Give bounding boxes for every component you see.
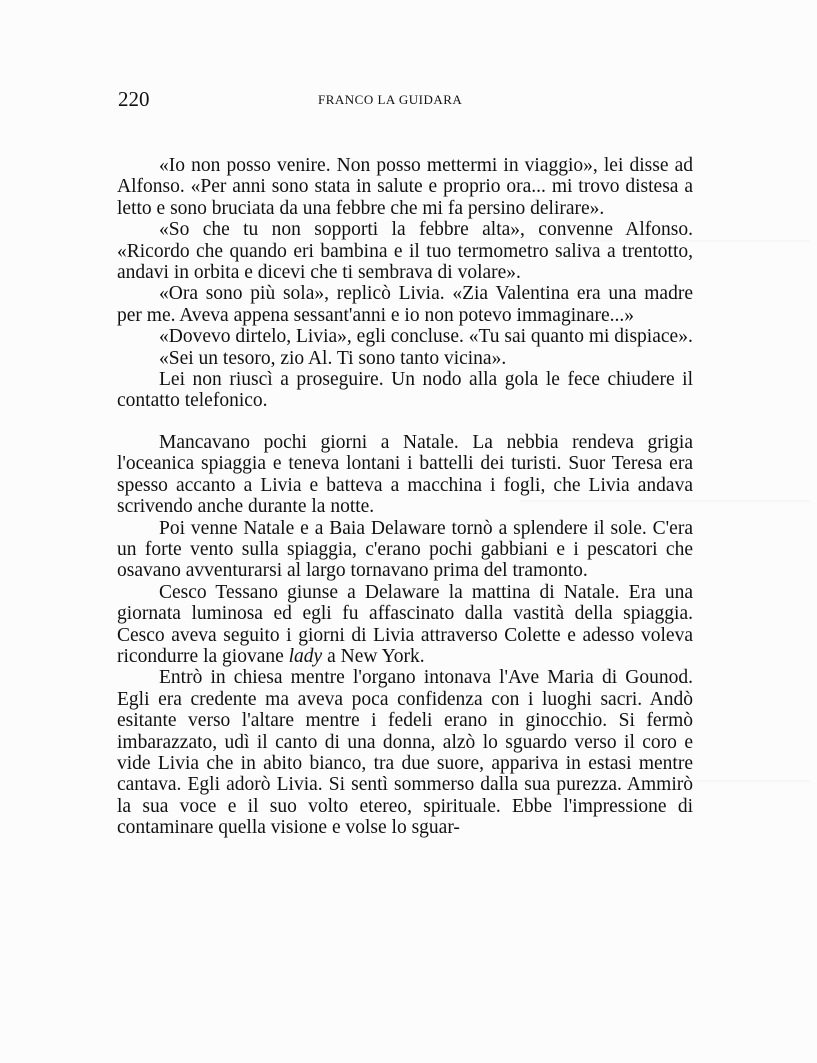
italic-word: lady: [288, 645, 323, 667]
paragraph: «Ora sono più sola», replicò Livia. «Zia Valentina era una madre per me. Aveva appena sessant'anni e io non potevo immaginare...»: [117, 283, 693, 326]
page-header: [118, 87, 693, 117]
paragraph-text: a New York.: [322, 645, 425, 667]
section-break: [117, 412, 693, 432]
paragraph: Lei non riuscì a proseguire. Un nodo alla gola le fece chiudere il contatto telefonico.: [117, 369, 693, 412]
paragraph: «So che tu non sopporti la febbre alta», convenne Alfonso. «Ricordo che quando eri bambina e il tuo termometro saliva a trentotto, andavi in orbita e dicevi che ti sembrava di volare».: [117, 219, 693, 284]
paragraph: Entrò in chiesa mentre l'organo intonava l'Ave Maria di Gounod. Egli era credente ma aveva poca confidenza con i luoghi sacri. Andò esitante verso l'altare mentre i fedeli erano in ginocchio. Si fermò imbarazzato, udì il canto di una donna, alzò lo sguardo verso il coro e vide Livia che in abito bianco, tra due suore, appariva in estasi mentre cantava. Egli adorò Livia. Si sentì sommerso dalla sua purezza. Ammirò la sua voce e il suo volto etereo, spirituale. Ebbe l'impressione di contaminare quella visione e volse lo sguar-: [117, 667, 693, 839]
body-text: [117, 155, 693, 839]
paragraph-cesco: [117, 582, 693, 668]
paragraph: Poi venne Natale e a Baia Delaware tornò a splendere il sole. C'era un forte vento sulla spiaggia, c'erano pochi gabbiani e i pescatori che osavano avventurarsi al largo tornavano prima del tramonto.: [117, 517, 693, 582]
paragraph: «Sei un tesoro, zio Al. Ti sono tanto vicina».: [159, 347, 507, 369]
page-number: 220: [118, 87, 150, 111]
paragraph: Mancavano pochi giorni a Natale. La nebbia rendeva grigia l'oceanica spiaggia e teneva lontani i battelli dei turisti. Suor Teresa era spesso accanto a Livia e batteva a macchina i fogli, che Livia andava scrivendo anche durante la notte.: [117, 431, 693, 518]
paragraph-text: Cesco Tessano giunse a Delaware la mattina di Natale. Era una giornata luminosa ed egli fu affascinato dalla vastità della spiaggia. Cesco aveva seguito i giorni di Livia attraverso Colette e adesso voleva ricondurre la giovane: [117, 581, 693, 667]
paragraph: «Io non posso venire. Non posso mettermi in viaggio», lei disse ad Alfonso. «Per anni sono stata in salute e proprio ora... mi trovo distesa a letto e sono bruciata da una febbre che mi fa persino delirare».: [117, 155, 693, 219]
running-head: FRANCO LA GUIDARA: [318, 92, 463, 107]
paragraph: «Dovevo dirtelo, Livia», egli concluse. «Tu sai quanto mi dispiace».: [159, 326, 693, 348]
